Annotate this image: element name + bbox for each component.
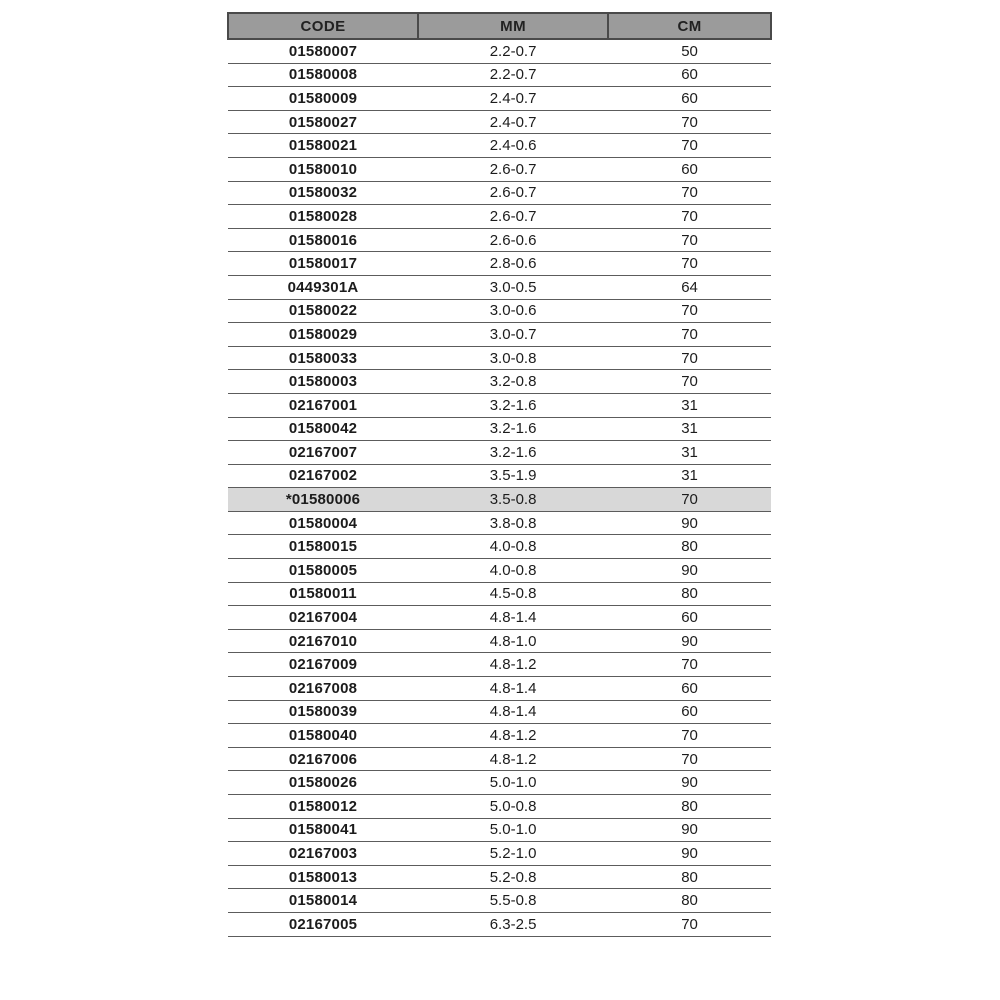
cell-cm: 64: [608, 275, 771, 299]
table-row: [228, 323, 771, 347]
cell-cm: 70: [608, 653, 771, 677]
cell-mm: 2.6-0.6: [418, 228, 608, 252]
table-row: [228, 441, 771, 465]
table-row: [228, 771, 771, 795]
cell-code: 01580004: [228, 511, 418, 535]
cell-code: 02167006: [228, 747, 418, 771]
cell-code: 01580040: [228, 724, 418, 748]
cell-cm: 50: [608, 39, 771, 63]
cell-code: 02167005: [228, 912, 418, 936]
table-row: [228, 653, 771, 677]
cell-code: 01580042: [228, 417, 418, 441]
cell-code: 01580012: [228, 795, 418, 819]
cell-mm: 5.5-0.8: [418, 889, 608, 913]
cell-cm: 70: [608, 488, 771, 512]
table-row: [228, 370, 771, 394]
cell-code: 02167001: [228, 393, 418, 417]
cell-code: 01580003: [228, 370, 418, 394]
table-row: [228, 205, 771, 229]
table-row: [228, 110, 771, 134]
cell-code: 01580032: [228, 181, 418, 205]
cell-cm: 80: [608, 582, 771, 606]
cell-mm: 3.5-1.9: [418, 464, 608, 488]
cell-code: 01580005: [228, 559, 418, 583]
cell-cm: 70: [608, 299, 771, 323]
cell-cm: 90: [608, 842, 771, 866]
column-header-cm: CM: [608, 13, 771, 39]
cell-mm: 4.8-1.2: [418, 724, 608, 748]
table-row: [228, 39, 771, 63]
cell-mm: 3.2-0.8: [418, 370, 608, 394]
cell-cm: 60: [608, 700, 771, 724]
cell-cm: 60: [608, 606, 771, 630]
cell-mm: 3.0-0.7: [418, 323, 608, 347]
cell-cm: 70: [608, 181, 771, 205]
cell-code: 01580039: [228, 700, 418, 724]
cell-mm: 3.5-0.8: [418, 488, 608, 512]
cell-mm: 2.6-0.7: [418, 181, 608, 205]
cell-mm: 5.0-1.0: [418, 771, 608, 795]
cell-mm: 4.8-1.4: [418, 606, 608, 630]
table-row: [228, 700, 771, 724]
cell-code: 01580026: [228, 771, 418, 795]
cell-mm: 4.0-0.8: [418, 535, 608, 559]
table-row: [228, 275, 771, 299]
cell-cm: 31: [608, 417, 771, 441]
cell-cm: 70: [608, 228, 771, 252]
cell-code: 01580007: [228, 39, 418, 63]
cell-code: 02167008: [228, 677, 418, 701]
table-row: [228, 559, 771, 583]
cell-code: 01580016: [228, 228, 418, 252]
cell-code: 02167007: [228, 441, 418, 465]
table-row: [228, 299, 771, 323]
cell-code: 02167003: [228, 842, 418, 866]
cell-code: 02167009: [228, 653, 418, 677]
cell-mm: 3.8-0.8: [418, 511, 608, 535]
cell-cm: 70: [608, 323, 771, 347]
cell-cm: 60: [608, 87, 771, 111]
cell-cm: 80: [608, 535, 771, 559]
cell-cm: 70: [608, 724, 771, 748]
spec-table-container: [227, 12, 772, 937]
cell-code: 01580033: [228, 346, 418, 370]
cell-code: 01580028: [228, 205, 418, 229]
table-row: [228, 629, 771, 653]
cell-cm: 60: [608, 677, 771, 701]
table-row: [228, 795, 771, 819]
cell-mm: 4.8-1.4: [418, 677, 608, 701]
cell-code: 01580029: [228, 323, 418, 347]
table-row: [228, 912, 771, 936]
cell-code: 01580009: [228, 87, 418, 111]
cell-mm: 2.2-0.7: [418, 39, 608, 63]
cell-mm: 5.2-0.8: [418, 865, 608, 889]
table-row: [228, 818, 771, 842]
spec-table: [227, 12, 772, 937]
cell-cm: 90: [608, 629, 771, 653]
cell-mm: 4.8-1.0: [418, 629, 608, 653]
column-header-mm: MM: [418, 13, 608, 39]
cell-code: 02167002: [228, 464, 418, 488]
table-row: [228, 865, 771, 889]
cell-cm: 80: [608, 795, 771, 819]
cell-cm: 70: [608, 134, 771, 158]
table-row: [228, 511, 771, 535]
cell-code: 01580014: [228, 889, 418, 913]
cell-code: 01580021: [228, 134, 418, 158]
cell-cm: 80: [608, 889, 771, 913]
cell-cm: 90: [608, 511, 771, 535]
cell-code: 01580041: [228, 818, 418, 842]
table-row: [228, 724, 771, 748]
table-row: [228, 87, 771, 111]
cell-mm: 5.0-0.8: [418, 795, 608, 819]
table-row: [228, 889, 771, 913]
cell-mm: 3.0-0.8: [418, 346, 608, 370]
cell-mm: 5.2-1.0: [418, 842, 608, 866]
cell-code: 01580027: [228, 110, 418, 134]
cell-mm: 3.2-1.6: [418, 393, 608, 417]
cell-code: 01580013: [228, 865, 418, 889]
cell-mm: 4.8-1.2: [418, 747, 608, 771]
cell-cm: 70: [608, 346, 771, 370]
cell-cm: 90: [608, 559, 771, 583]
cell-cm: 31: [608, 464, 771, 488]
cell-mm: 3.0-0.5: [418, 275, 608, 299]
cell-mm: 3.2-1.6: [418, 417, 608, 441]
column-header-code: CODE: [228, 13, 418, 39]
cell-cm: 70: [608, 370, 771, 394]
table-row: [228, 393, 771, 417]
cell-code: 0449301A: [228, 275, 418, 299]
table-row: [228, 606, 771, 630]
cell-code: 01580017: [228, 252, 418, 276]
table-row: [228, 228, 771, 252]
table-row: [228, 157, 771, 181]
cell-cm: 90: [608, 771, 771, 795]
cell-mm: 3.0-0.6: [418, 299, 608, 323]
cell-code: 01580015: [228, 535, 418, 559]
cell-mm: 4.5-0.8: [418, 582, 608, 606]
table-row: [228, 417, 771, 441]
cell-cm: 60: [608, 157, 771, 181]
cell-cm: 70: [608, 252, 771, 276]
cell-code: 01580011: [228, 582, 418, 606]
table-row: [228, 747, 771, 771]
cell-mm: 2.6-0.7: [418, 205, 608, 229]
cell-mm: 2.4-0.7: [418, 87, 608, 111]
cell-cm: 31: [608, 393, 771, 417]
cell-code: 02167010: [228, 629, 418, 653]
table-row: [228, 677, 771, 701]
cell-mm: 2.4-0.7: [418, 110, 608, 134]
header-row: [228, 13, 771, 39]
cell-code: *01580006: [228, 488, 418, 512]
cell-code: 01580008: [228, 63, 418, 87]
cell-cm: 90: [608, 818, 771, 842]
cell-mm: 3.2-1.6: [418, 441, 608, 465]
cell-cm: 70: [608, 912, 771, 936]
cell-code: 01580022: [228, 299, 418, 323]
table-row: [228, 252, 771, 276]
cell-mm: 2.4-0.6: [418, 134, 608, 158]
table-row: [228, 63, 771, 87]
table-row: [228, 488, 771, 512]
table-row: [228, 134, 771, 158]
table-row: [228, 346, 771, 370]
cell-cm: 70: [608, 110, 771, 134]
cell-mm: 2.6-0.7: [418, 157, 608, 181]
cell-cm: 31: [608, 441, 771, 465]
table-row: [228, 582, 771, 606]
table-row: [228, 464, 771, 488]
cell-mm: 2.8-0.6: [418, 252, 608, 276]
cell-cm: 70: [608, 747, 771, 771]
table-row: [228, 842, 771, 866]
cell-mm: 2.2-0.7: [418, 63, 608, 87]
cell-mm: 6.3-2.5: [418, 912, 608, 936]
cell-code: 02167004: [228, 606, 418, 630]
cell-cm: 70: [608, 205, 771, 229]
cell-cm: 80: [608, 865, 771, 889]
cell-mm: 5.0-1.0: [418, 818, 608, 842]
table-row: [228, 181, 771, 205]
cell-mm: 4.0-0.8: [418, 559, 608, 583]
cell-code: 01580010: [228, 157, 418, 181]
cell-cm: 60: [608, 63, 771, 87]
cell-mm: 4.8-1.2: [418, 653, 608, 677]
cell-mm: 4.8-1.4: [418, 700, 608, 724]
table-row: [228, 535, 771, 559]
